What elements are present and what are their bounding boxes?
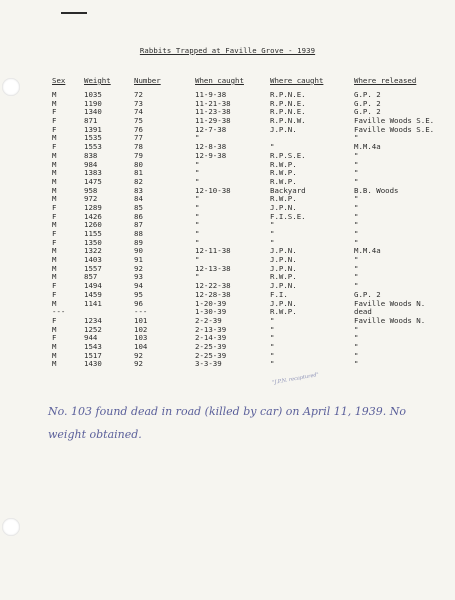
cell-weight: 1553 [84, 142, 102, 152]
cell-where-released: Faville Woods N. [354, 298, 426, 308]
cell-number: 83 [134, 185, 143, 195]
cell-sex: F [52, 289, 57, 299]
cell-weight: 1426 [84, 211, 102, 221]
cell-when-caught: 12-28-38 [195, 289, 231, 299]
cell-where-released: " [354, 237, 359, 247]
cell-where-caught: R.P.N.E. [270, 90, 306, 99]
cell-when-caught: " [195, 229, 200, 238]
cell-weight: 1322 [84, 246, 102, 256]
cell-sex: F [52, 315, 57, 325]
cell-where-caught: " [270, 220, 275, 230]
cell-number: 92 [134, 350, 143, 360]
cell-number: 78 [134, 142, 143, 152]
cell-number: 93 [134, 272, 143, 282]
cell-when-caught: " [195, 176, 200, 186]
cell-sex: M [52, 272, 57, 282]
cell-when-caught: " [195, 202, 200, 212]
cell-where-caught: R.W.P. [270, 168, 297, 178]
cell-when-caught: 2-13-39 [195, 324, 227, 334]
table-row [0, 221, 455, 230]
table-row [0, 230, 455, 239]
cell-weight: 1260 [84, 220, 102, 230]
cell-number: 95 [134, 289, 143, 299]
cell-where-released: B.B. Woods [354, 185, 399, 195]
cell-when-caught: " [195, 211, 200, 221]
cell-sex: F [52, 107, 57, 117]
cell-when-caught: 1-20-39 [195, 298, 227, 308]
cell-where-caught: " [270, 359, 275, 369]
cell-when-caught: 11-21-38 [195, 98, 231, 108]
cell-weight: 1234 [84, 315, 102, 325]
table-row [0, 195, 455, 204]
cell-number: 102 [134, 324, 148, 334]
cell-where-released: " [354, 220, 359, 230]
cell-where-caught: " [270, 324, 275, 334]
cell-sex: M [52, 341, 57, 351]
cell-where-released: " [354, 159, 359, 169]
cell-number: 92 [134, 359, 143, 369]
cell-where-released: " [354, 324, 359, 334]
cell-weight: 1141 [84, 298, 102, 308]
table-row [0, 143, 455, 152]
cell-number: 89 [134, 237, 143, 247]
cell-where-released: " [354, 272, 359, 282]
cell-when-caught: 11-9-38 [195, 90, 227, 99]
cell-where-caught: " [270, 341, 275, 351]
table-row [0, 126, 455, 135]
cell-sex: M [52, 263, 57, 273]
cell-weight: 1535 [84, 133, 102, 143]
cell-number: 75 [134, 116, 143, 126]
cell-where-released: " [354, 341, 359, 351]
cell-where-caught: R.P.N.E. [270, 107, 306, 117]
cell-weight: 857 [84, 272, 98, 282]
cell-where-caught: R.P.S.E. [270, 150, 306, 160]
cell-when-caught: " [195, 159, 200, 169]
cell-where-released: G.P. 2 [354, 90, 381, 99]
cell-where-caught: " [270, 315, 275, 325]
table-row [0, 300, 455, 309]
table-row [0, 247, 455, 256]
cell-when-caught: 12-22-38 [195, 281, 231, 291]
cell-sex: M [52, 246, 57, 256]
cell-when-caught: " [195, 237, 200, 247]
cell-number: 103 [134, 333, 148, 343]
table-row [0, 343, 455, 352]
cell-where-released: " [354, 168, 359, 178]
cell-sex: M [52, 90, 57, 99]
cell-where-released: " [354, 202, 359, 212]
cell-where-caught: Backyard [270, 185, 306, 195]
cell-sex: F [52, 211, 57, 221]
cell-when-caught: 11-23-38 [195, 107, 231, 117]
cell-weight: 958 [84, 185, 98, 195]
table-row [0, 187, 455, 196]
cell-number: 85 [134, 202, 143, 212]
cell-sex: M [52, 298, 57, 308]
cell-weight: 1459 [84, 289, 102, 299]
cell-where-released: " [354, 359, 359, 369]
cell-where-released: Faville Woods N. [354, 315, 426, 325]
cell-sex: F [52, 333, 57, 343]
cell-where-caught: " [270, 229, 275, 238]
cell-sex: F [52, 281, 57, 291]
cell-when-caught: 12-13-38 [195, 263, 231, 273]
cell-sex: M [52, 255, 57, 265]
cell-when-caught: 11-29-38 [195, 116, 231, 126]
cell-sex: M [52, 359, 57, 369]
table-row [0, 334, 455, 343]
table-body [0, 91, 455, 369]
cell-when-caught: " [195, 272, 200, 282]
punch-hole-bottom [2, 518, 20, 536]
table-row [0, 161, 455, 170]
cell-weight: 1430 [84, 359, 102, 369]
table-row [0, 265, 455, 274]
cell-sex: M [52, 133, 57, 143]
handwritten-margin-note: "J.P.N. recaptured" [271, 371, 320, 386]
cell-weight: 1391 [84, 124, 102, 134]
cell-where-caught: R.W.P. [270, 176, 297, 186]
cell-sex: M [52, 150, 57, 160]
cell-sex: M [52, 220, 57, 230]
cell-where-released: " [354, 194, 359, 204]
cell-number: 77 [134, 133, 143, 143]
cell-number: 87 [134, 220, 143, 230]
cell-sex: M [52, 159, 57, 169]
table-row [0, 152, 455, 161]
cell-where-released: Faville Woods S.E. [354, 124, 435, 134]
cell-number: 76 [134, 124, 143, 134]
cell-weight: 1155 [84, 229, 102, 238]
cell-where-caught: R.P.N.W. [270, 116, 306, 126]
cell-weight: 1543 [84, 341, 102, 351]
header-number: Number [134, 76, 161, 85]
cell-weight: 838 [84, 150, 98, 160]
cell-number: 79 [134, 150, 143, 160]
cell-weight: 984 [84, 159, 98, 169]
cell-where-caught: R.P.N.E. [270, 98, 306, 108]
cell-weight: 1190 [84, 98, 102, 108]
cell-where-caught: F.I.S.E. [270, 211, 306, 221]
cell-weight: 1475 [84, 176, 102, 186]
cell-where-caught: " [270, 142, 275, 152]
table-row [0, 169, 455, 178]
cell-sex: M [52, 176, 57, 186]
cell-when-caught: 1-30-39 [195, 307, 227, 317]
cell-weight: 1557 [84, 263, 102, 273]
cell-where-caught: J.P.N. [270, 263, 297, 273]
cell-when-caught: 12-8-38 [195, 142, 227, 152]
cell-when-caught: 12-10-38 [195, 185, 231, 195]
cell-weight: 1403 [84, 255, 102, 265]
header-when-caught: When caught [195, 76, 244, 85]
cell-sex: F [52, 237, 57, 247]
cell-where-released: G.P. 2 [354, 289, 381, 299]
cell-sex: M [52, 185, 57, 195]
cell-where-caught: J.P.N. [270, 246, 297, 256]
cell-sex: F [52, 142, 57, 152]
cell-where-released: dead [354, 307, 372, 317]
cell-sex: F [52, 116, 57, 126]
cell-sex: M [52, 194, 57, 204]
cell-where-caught: R.W.P. [270, 307, 297, 317]
cell-when-caught: " [195, 255, 200, 265]
handwritten-note-line-1: No. 103 found dead in road (killed by car) on April 11, 1939. No [48, 405, 406, 418]
cell-where-released: " [354, 350, 359, 360]
cell-where-released: M.M.4a [354, 142, 381, 152]
table-header [0, 76, 455, 88]
cell-sex: M [52, 98, 57, 108]
cell-when-caught: " [195, 133, 200, 143]
cell-weight: 944 [84, 333, 98, 343]
cell-where-caught: J.P.N. [270, 298, 297, 308]
cell-number: 91 [134, 255, 143, 265]
cell-sex: M [52, 168, 57, 178]
cell-number: 80 [134, 159, 143, 169]
cell-weight: 1494 [84, 281, 102, 291]
cell-number: 96 [134, 298, 143, 308]
cell-where-released: " [354, 176, 359, 186]
cell-weight: 1350 [84, 237, 102, 247]
cell-weight: 1289 [84, 202, 102, 212]
cell-number: 92 [134, 263, 143, 273]
cell-number: 73 [134, 98, 143, 108]
cell-where-released: " [354, 229, 359, 238]
cell-number: 84 [134, 194, 143, 204]
cell-where-released: " [354, 281, 359, 291]
cell-where-caught: " [270, 350, 275, 360]
cell-where-released: G.P. 2 [354, 107, 381, 117]
cell-number: 88 [134, 229, 143, 238]
table-row [0, 360, 455, 369]
page-title: Rabbits Trapped at Faville Grove - 1939 [139, 46, 316, 55]
cell-number: 94 [134, 281, 143, 291]
cell-number: 101 [134, 315, 148, 325]
cell-number: 74 [134, 107, 143, 117]
cell-where-released: " [354, 263, 359, 273]
cell-sex: F [52, 229, 57, 238]
header-weight: Weight [84, 76, 111, 85]
cell-where-caught: J.P.N. [270, 124, 297, 134]
table-row [0, 317, 455, 326]
cell-weight: 1340 [84, 107, 102, 117]
header-sex: Sex [52, 76, 66, 85]
header-where-caught: Where caught [270, 76, 324, 85]
cell-weight: 871 [84, 116, 98, 126]
cell-where-released: " [354, 133, 359, 143]
cell-where-caught: R.W.P. [270, 194, 297, 204]
cell-where-released: Faville Woods S.E. [354, 116, 435, 126]
cell-weight: 1035 [84, 90, 102, 99]
cell-where-released: " [354, 150, 359, 160]
cell-where-caught: J.P.N. [270, 255, 297, 265]
cell-number: 72 [134, 90, 143, 99]
table-row [0, 213, 455, 222]
cell-weight: 972 [84, 194, 98, 204]
cell-where-caught: R.W.P. [270, 159, 297, 169]
cell-number: 104 [134, 341, 148, 351]
cell-number: 81 [134, 168, 143, 178]
cell-when-caught: 2-2-39 [195, 315, 222, 325]
cell-when-caught: " [195, 220, 200, 230]
cell-number: 86 [134, 211, 143, 221]
cell-where-released: G.P. 2 [354, 98, 381, 108]
header-where-released: Where released [354, 76, 417, 85]
cell-where-released: " [354, 333, 359, 343]
cell-weight: 1383 [84, 168, 102, 178]
handwritten-note-line-2: weight obtained. [48, 428, 142, 441]
cell-sex: --- [52, 307, 66, 317]
table-row [0, 134, 455, 143]
cell-when-caught: 3-3-39 [195, 359, 222, 369]
cell-sex: F [52, 202, 57, 212]
cell-when-caught: 2-25-39 [195, 341, 227, 351]
cell-where-caught: J.P.N. [270, 202, 297, 212]
cell-when-caught: " [195, 194, 200, 204]
table-row [0, 204, 455, 213]
cell-where-caught: " [270, 237, 275, 247]
cell-when-caught: 12-11-38 [195, 246, 231, 256]
cell-when-caught: " [195, 168, 200, 178]
cell-where-released: " [354, 255, 359, 265]
cell-where-caught: J.P.N. [270, 281, 297, 291]
cell-weight: 1517 [84, 350, 102, 360]
top-mark [61, 12, 87, 14]
cell-number: 90 [134, 246, 143, 256]
cell-where-released: " [354, 211, 359, 221]
cell-where-caught: " [270, 333, 275, 343]
cell-when-caught: 2-14-39 [195, 333, 227, 343]
cell-where-caught: F.I. [270, 289, 288, 299]
cell-weight: 1252 [84, 324, 102, 334]
cell-when-caught: 2-25-39 [195, 350, 227, 360]
cell-sex: F [52, 124, 57, 134]
cell-when-caught: 12-7-38 [195, 124, 227, 134]
table-row [0, 352, 455, 361]
cell-when-caught: 12-9-38 [195, 150, 227, 160]
cell-number: --- [134, 307, 148, 317]
cell-number: 82 [134, 176, 143, 186]
cell-where-caught: R.W.P. [270, 272, 297, 282]
cell-where-released: M.M.4a [354, 246, 381, 256]
table-row [0, 326, 455, 335]
cell-sex: M [52, 324, 57, 334]
cell-sex: M [52, 350, 57, 360]
